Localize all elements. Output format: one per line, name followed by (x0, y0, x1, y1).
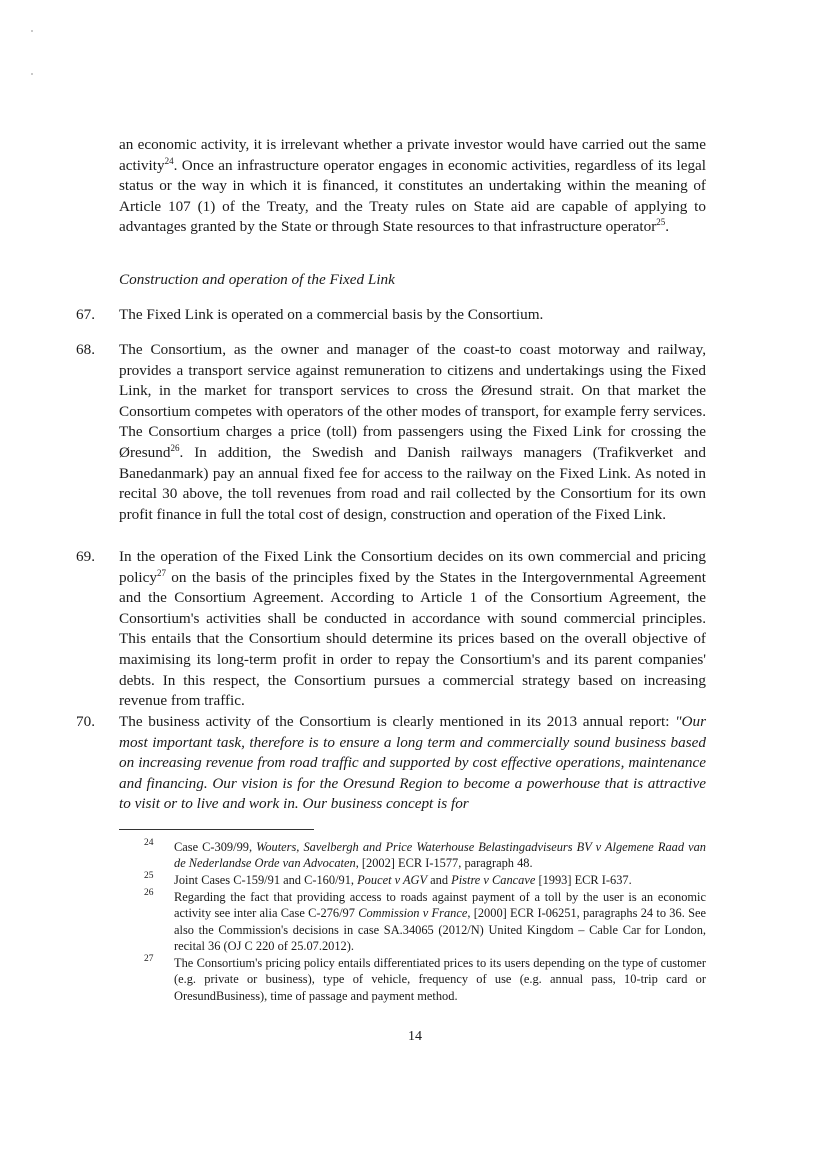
paragraph-68-text-2: . In addition, the Swedish and Danish railways managers (Trafikverket and Banedanmark) pay an annual fixed fee for access to the railway on the Fixed Link. As noted in recital 30 above, the toll revenues from road and rail collected by the Consortium for its own profit finance in full the total cost of design, construction and operation of the Fixed Link. (119, 443, 706, 523)
intro-paragraph (119, 135, 706, 238)
footnote-25-text-3: [1993] ECR I-637. (535, 873, 632, 887)
footnote-27: The Consortium's pricing policy entails differentiated prices to its users depending on the type of customer (e.g. private or business), type of vehicle, frequency of use (e.g. annual pass, 10-trip card or OresundBusiness), time of passage and payment method. (174, 956, 706, 1003)
footnote-separator (119, 829, 314, 830)
paragraph-69-text-2: on the basis of the principles fixed by the States in the Intergovernmental Agreement and the Consortium Agreement. According to Article 1 of the Consortium Agreement, the Consortium's activities shall be conducted in accordance with sound commercial principles. This entails that the Consortium should determine its prices based on the overall objective of maximising its long-term profit in order to repay the Consortium's and its parent companies' debts. In this respect, the Consortium pursues a commercial strategy based on increasing revenue from traffic. (119, 568, 706, 710)
paragraph-70-quote: "Our most important task, therefore is to ensure a long term and commercially sound business based on increasing revenue from road traffic and supported by cost effective operations, maintenance and financing. Our vision is for the Oresund Region to become a powerhouse that is attractive to visit or to live and work in. Our business concept is for (119, 713, 706, 813)
paragraph-number-68: 68. (76, 341, 95, 358)
intro-text-3: . (665, 218, 670, 236)
footnote-number-27: 27 (144, 954, 154, 964)
paragraph-69-text-1: In the operation of the Fixed Link the Consortium decides on its own commercial and pricing policy (119, 548, 706, 586)
footnote-ref-26[interactable]: 26 (170, 442, 180, 453)
page-number: 14 (408, 1029, 422, 1044)
paragraph-69 (119, 547, 706, 712)
paragraph-67: The Fixed Link is operated on a commercial basis by the Consortium. (119, 306, 544, 323)
scan-speck (31, 30, 33, 32)
paragraph-number-70: 70. (76, 713, 95, 730)
paragraph-68-text-1: The Consortium, as the owner and manager of the coast-to coast motorway and railway, provides a transport service against remuneration to citizens and undertakings using the Fixed Link, in the market for transport services to cross the Øresund strait. On that market the Consortium competes with operators of the other modes of transport, for example ferry services. The Consortium charges a price (toll) from passengers using the Fixed Link for crossing the Øresund (119, 341, 706, 461)
footnote-ref-24[interactable]: 24 (164, 155, 174, 166)
footnote-number-25: 25 (144, 871, 154, 881)
paragraph-70 (119, 712, 706, 815)
footnote-24-text-2: , [2002] ECR I-1577, paragraph 48. (355, 856, 533, 871)
footnote-24-case-name: Wouters, Savelbergh and Price Waterhouse Belastingadviseurs BV v Algemene Raad van de Nederlandse Orde van Advocaten (174, 840, 706, 871)
footnote-number-24: 24 (144, 838, 154, 848)
footnote-ref-25[interactable]: 25 (656, 217, 666, 228)
scan-speck (31, 73, 33, 75)
footnote-25-case-name-1: Poucet v AGV (357, 873, 428, 887)
footnote-26-text-1: Regarding the fact that providing access to roads against payment of a toll by the user is an economic activity see inter alia Case C-276/97 (174, 890, 706, 921)
footnote-26-case-name: Commission v France (358, 906, 468, 921)
paragraph-70-text: The business activity of the Consortium is clearly mentioned in its 2013 annual report: (119, 713, 676, 730)
footnote-25-case-name-2: Pistre v Cancave (451, 873, 536, 887)
intro-text-1: an economic activity, it is irrelevant whether a private investor would have carried out the same activity (119, 136, 706, 174)
section-heading: Construction and operation of the Fixed Link (119, 271, 395, 288)
footnote-25-text-1: Joint Cases C-159/91 and C-160/91, (174, 873, 358, 887)
footnote-25-text-2: and (427, 873, 452, 887)
paragraph-68 (119, 340, 706, 525)
paragraph-number-69: 69. (76, 548, 95, 565)
footnote-25 (174, 872, 706, 888)
footnote-ref-27[interactable]: 27 (156, 567, 166, 578)
footnote-number-26: 26 (144, 888, 154, 898)
footnote-24 (174, 839, 706, 872)
footnote-24-text-1: Case C-309/99, (174, 840, 257, 854)
paragraph-number-67: 67. (76, 306, 95, 323)
footnote-26 (174, 889, 706, 955)
intro-text-2: . Once an infrastructure operator engages in economic activities, regardless of its legal status or the way in which it is financed, it constitutes an undertaking within the meaning of Article 107 (1) of the Treaty, and the Treaty rules on State aid are capable of applying to advantages granted by the State or through State resources to that infrastructure operator (119, 156, 706, 236)
footnote-26-text-2: , [2000] ECR I-06251, paragraphs 24 to 36. See also the Commission's decisions in case SA.34065 (2012/N) United Kingdom – Cable Car for London, recital 36 (OJ C 220 of 25.07.2012). (174, 906, 706, 954)
